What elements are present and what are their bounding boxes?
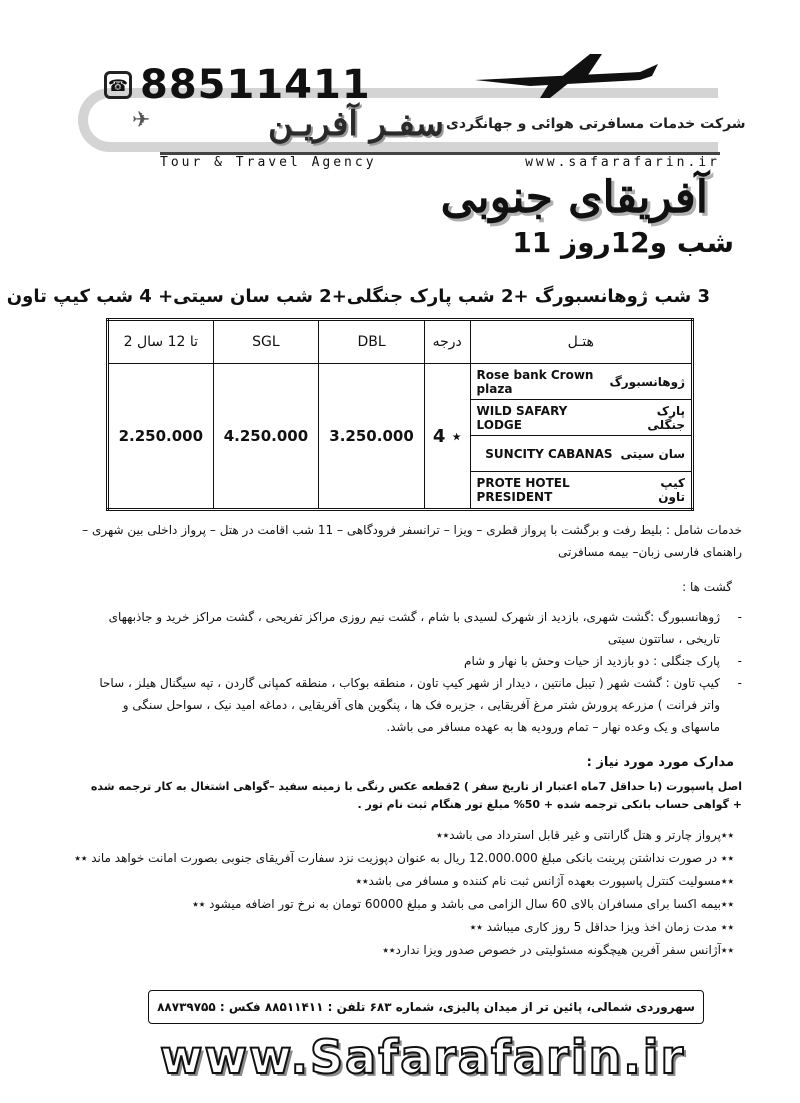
page-title: آفریقای جنوبی <box>440 172 708 223</box>
notes-list <box>74 824 734 962</box>
header-grade: درجه <box>424 320 470 364</box>
header <box>0 0 800 180</box>
hotel-item <box>471 364 691 400</box>
note-item: ٭٭مسولیت کنترل پاسپورت بعهده آژانس ثبت نام کننده و مسافر می باشد٭٭ <box>355 874 734 888</box>
child-price: 2.250.000 <box>108 364 214 510</box>
header-website: www.safarafarin.ir <box>525 155 720 170</box>
brand-name: سفـر آفریـن <box>268 104 445 144</box>
tour-duration: 11 شب و12روز <box>512 226 734 259</box>
footer-website[interactable]: www.Safarafarin.ir <box>160 1030 686 1084</box>
hotel-item <box>471 472 691 508</box>
hotel-city: کیپ تاون <box>658 476 685 504</box>
tours-heading: گشت ها : <box>682 580 732 594</box>
hotel-item <box>471 436 691 472</box>
note-item: ٭٭پرواز چارتر و هتل گارانتی و غیر قابل استرداد می باشد٭٭ <box>436 828 734 842</box>
list-item: - پارک جنگلی : دو بازدید از حیات وحش با نهار و شام <box>86 650 742 672</box>
header-hotel: هتـل <box>470 320 692 364</box>
hotel-grade: 4 ٭ <box>424 364 470 510</box>
header-dbl: DBL <box>319 320 425 364</box>
header-sgl: SGL <box>213 320 319 364</box>
hotel-city: پارک جنگلی <box>647 403 685 432</box>
hotel-name: WILD SAFARY LODGE <box>476 403 568 432</box>
airplane-icon <box>470 50 660 100</box>
footer-contact: سهروردی شمالی، پائین تر از میدان پالیزی، شماره ۶۸۳ تلفن : ۸۸۵۱۱۴۱۱ فکس : ۸۸۷۳۹۷۵۵ <box>148 990 704 1024</box>
header-child: 2 تا 12 سال <box>108 320 214 364</box>
note-item: ٭٭ در صورت نداشتن پرینت بانکی مبلغ 12.000.000 ریال به عنوان دپوزیت نزد سفارت آفریقای جنوبی بصورت امانت خواهد ماند ٭٭ <box>74 851 734 865</box>
price-table <box>106 318 694 511</box>
required-docs: اصل پاسپورت (با حداقل 7ماه اعتبار از تاریخ سفر ) 2قطعه عکس رنگی با زمینه سفید –گواهی اشتغال به کار ترجمه شده + گواهی حساب بانکی ترجمه شده + 50% مبلغ تور هنگام ثبت نام تور . <box>90 780 742 811</box>
list-item: - کیپ تاون : گشت شهر ( تیبل مانتین ، دیدار از شهر کیپ تاون ، منطقه بوکاب ، منطقه کمپانی گاردن ، تپه سیگنال هیلز ، ساحا واتر فرانت ) مزرعه پرورش شتر مرغ آفریقایی ، جزیره فک ها ، پنگوین های آفریقایی ، دماغه امید نیک ، سواحل سنگی و ماسهای و یک وعده نهار – تمام ورودیه ها به عهده مسافر می باشد. <box>86 672 742 738</box>
note-item: ٭٭آژانس سفر آفرین هیچگونه مسئولیتی در خصوص صدور ویزا ندارد٭٭ <box>382 943 734 957</box>
dbl-price: 3.250.000 <box>319 364 425 510</box>
hotel-list <box>470 364 692 510</box>
itinerary: 3 شب ژوهانسبورگ +2 شب پارک جنگلی+2 شب سان سیتی+ 4 شب کیپ تاون <box>6 286 710 307</box>
hotel-item <box>471 400 691 436</box>
hotel-name: Rose bank Crown plaza <box>476 367 594 396</box>
phone-icon: ☎ <box>104 71 132 99</box>
list-item: - ژوهانسبورگ :گشت شهری، بازدید از شهرک لسیدی با شام ، گشت نیم روزی مراکز تفریحی ، گشت مراکز خرید و جاذبههای تاریخی ، ساتتون سیتی <box>86 606 742 650</box>
small-plane-icon: ✈ <box>132 108 151 133</box>
note-item: ٭٭ مدت زمان اخذ ویزا حداقل 5 روز کاری میباشد ٭٭ <box>469 920 734 934</box>
table-row <box>108 364 693 510</box>
docs-heading: مدارک مورد مورد نیاز : <box>586 755 734 770</box>
hotel-name: SUNCITY CABANAS <box>485 446 613 461</box>
brand-subtitle: شرکت خدمات مسافرتی هوائی و جهانگردی <box>446 116 746 132</box>
agency-english: Tour & Travel Agency <box>160 155 377 170</box>
phone-number: 88511411 <box>140 62 371 108</box>
hotel-name: PROTE HOTEL PRESIDENT <box>476 476 570 504</box>
table-header-row <box>108 320 693 364</box>
sgl-price: 4.250.000 <box>213 364 319 510</box>
tours-list <box>86 606 742 738</box>
note-item: ٭٭بیمه اکسا برای مسافران بالای 60 سال الزامی می باشد و مبلغ 60000 تومان به نرخ تور اضافه میشود ٭٭ <box>192 897 734 911</box>
phone-box <box>104 62 371 108</box>
hotel-city: سان سیتی <box>620 446 685 461</box>
agency-bar <box>160 152 720 170</box>
hotel-city: ژوهانسبورگ <box>609 374 685 389</box>
services-included: خدمات شامل : بلیط رفت و برگشت با پرواز قطری – ویزا – ترانسفر فرودگاهی – 11 شب اقامت در هتل – پرواز داخلی بین شهری – راهنمای فارسی زبان– بیمه مسافرتی <box>82 523 742 559</box>
